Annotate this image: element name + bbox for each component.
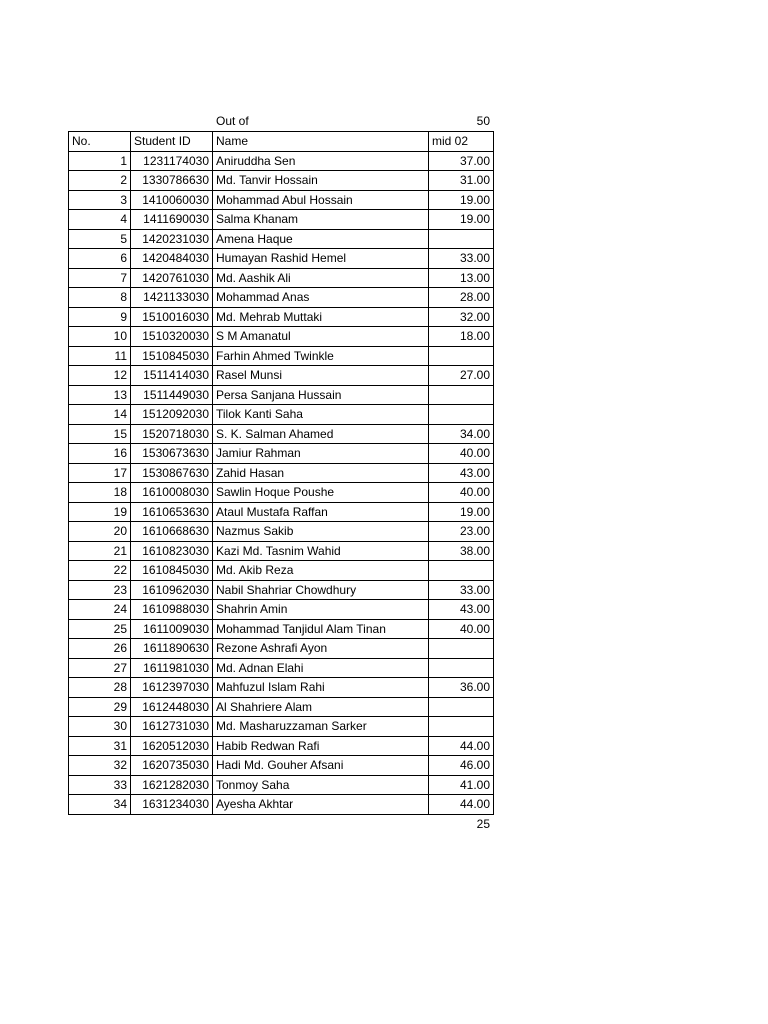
cell-mid: 38.00 [429,541,494,561]
out-of-value: 50 [476,114,490,128]
col-header-no: No. [69,132,131,152]
table-body [69,151,494,814]
cell-no: 34 [69,795,131,815]
table-row [69,522,494,542]
cell-name: Shahrin Amin [213,600,429,620]
cell-no: 22 [69,561,131,581]
cell-no: 20 [69,522,131,542]
cell-student-id: 1612448030 [131,697,213,717]
cell-name: Mohammad Anas [213,288,429,308]
table-row [69,249,494,269]
header-row [69,132,494,152]
cell-name: S M Amanatul [213,327,429,347]
cell-mid: 19.00 [429,502,494,522]
cell-name: Tilok Kanti Saha [213,405,429,425]
cell-name: Aniruddha Sen [213,151,429,171]
cell-mid: 41.00 [429,775,494,795]
cell-mid: 37.00 [429,151,494,171]
table-row [69,619,494,639]
table-row [69,502,494,522]
cell-no: 5 [69,229,131,249]
cell-no: 14 [69,405,131,425]
cell-no: 9 [69,307,131,327]
col-header-name: Name [213,132,429,152]
cell-student-id: 1621282030 [131,775,213,795]
table-row [69,678,494,698]
cell-name: Mahfuzul Islam Rahi [213,678,429,698]
cell-mid: 40.00 [429,444,494,464]
cell-mid: 33.00 [429,580,494,600]
cell-mid: 19.00 [429,210,494,230]
cell-no: 7 [69,268,131,288]
table-row [69,658,494,678]
cell-mid: 44.00 [429,736,494,756]
cell-mid: 23.00 [429,522,494,542]
cell-mid [429,385,494,405]
cell-student-id: 1420231030 [131,229,213,249]
cell-student-id: 1530867630 [131,463,213,483]
cell-mid [429,717,494,737]
cell-no: 29 [69,697,131,717]
cell-mid [429,229,494,249]
cell-mid: 27.00 [429,366,494,386]
cell-student-id: 1411690030 [131,210,213,230]
cell-no: 13 [69,385,131,405]
table-row [69,717,494,737]
cell-name: Salma Khanam [213,210,429,230]
cell-name: Md. Tanvir Hossain [213,171,429,191]
cell-no: 11 [69,346,131,366]
cell-mid: 40.00 [429,619,494,639]
cell-student-id: 1510320030 [131,327,213,347]
cell-no: 2 [69,171,131,191]
mid-count: 25 [476,816,490,831]
marks-table [68,131,494,815]
cell-no: 10 [69,327,131,347]
cell-name: S. K. Salman Ahamed [213,424,429,444]
table-row [69,327,494,347]
cell-no: 33 [69,775,131,795]
cell-no: 23 [69,580,131,600]
cell-name: Mohammad Tanjidul Alam Tinan [213,619,429,639]
table-row [69,483,494,503]
cell-mid: 46.00 [429,756,494,776]
col-header-student-id: Student ID [131,132,213,152]
cell-no: 26 [69,639,131,659]
cell-mid: 44.00 [429,795,494,815]
cell-mid [429,346,494,366]
cell-mid: 19.00 [429,190,494,210]
cell-no: 16 [69,444,131,464]
table-row [69,795,494,815]
cell-student-id: 1631234030 [131,795,213,815]
cell-no: 27 [69,658,131,678]
table-row [69,424,494,444]
cell-mid: 13.00 [429,268,494,288]
cell-name: Md. Akib Reza [213,561,429,581]
cell-name: Md. Adnan Elahi [213,658,429,678]
spreadsheet [68,111,493,835]
cell-mid [429,658,494,678]
cell-student-id: 1620512030 [131,736,213,756]
table-row [69,580,494,600]
cell-student-id: 1610962030 [131,580,213,600]
cell-no: 18 [69,483,131,503]
table-row [69,268,494,288]
cell-name: Md. Aashik Ali [213,268,429,288]
table-row [69,229,494,249]
cell-no: 15 [69,424,131,444]
table-row [69,561,494,581]
cell-student-id: 1610668630 [131,522,213,542]
cell-student-id: 1610008030 [131,483,213,503]
cell-name: Nabil Shahriar Chowdhury [213,580,429,600]
cell-no: 24 [69,600,131,620]
cell-student-id: 1512092030 [131,405,213,425]
cell-student-id: 1620735030 [131,756,213,776]
cell-name: Rezone Ashrafi Ayon [213,639,429,659]
cell-mid [429,561,494,581]
cell-name: Tonmoy Saha [213,775,429,795]
cell-mid: 40.00 [429,483,494,503]
cell-name: Habib Redwan Rafi [213,736,429,756]
cell-mid [429,697,494,717]
cell-name: Zahid Hasan [213,463,429,483]
table-row [69,151,494,171]
cell-student-id: 1610988030 [131,600,213,620]
col-header-mid: mid 02 [429,132,494,152]
table-row [69,697,494,717]
cell-no: 4 [69,210,131,230]
cell-name: Rasel Munsi [213,366,429,386]
cell-no: 31 [69,736,131,756]
cell-student-id: 1530673630 [131,444,213,464]
table-row [69,171,494,191]
table-row [69,736,494,756]
cell-mid [429,405,494,425]
cell-student-id: 1612731030 [131,717,213,737]
table-row [69,775,494,795]
cell-no: 6 [69,249,131,269]
table-row [69,463,494,483]
cell-no: 28 [69,678,131,698]
cell-no: 12 [69,366,131,386]
cell-mid: 31.00 [429,171,494,191]
cell-mid: 34.00 [429,424,494,444]
table-row [69,600,494,620]
footer-row [68,815,493,835]
cell-student-id: 1420761030 [131,268,213,288]
cell-student-id: 1610653630 [131,502,213,522]
cell-name: Ataul Mustafa Raffan [213,502,429,522]
table-row [69,385,494,405]
table-row [69,366,494,386]
cell-mid [429,639,494,659]
cell-student-id: 1510016030 [131,307,213,327]
cell-student-id: 1610845030 [131,561,213,581]
cell-name: Farhin Ahmed Twinkle [213,346,429,366]
cell-student-id: 1611890630 [131,639,213,659]
table-row [69,307,494,327]
cell-student-id: 1511449030 [131,385,213,405]
cell-mid: 43.00 [429,600,494,620]
cell-name: Sawlin Hoque Poushe [213,483,429,503]
cell-mid: 32.00 [429,307,494,327]
cell-no: 8 [69,288,131,308]
cell-name: Md. Mehrab Muttaki [213,307,429,327]
cell-name: Amena Haque [213,229,429,249]
cell-student-id: 1612397030 [131,678,213,698]
cell-student-id: 1410060030 [131,190,213,210]
cell-name: Mohammad Abul Hossain [213,190,429,210]
cell-no: 1 [69,151,131,171]
cell-name: Persa Sanjana Hussain [213,385,429,405]
cell-student-id: 1421133030 [131,288,213,308]
cell-name: Hadi Md. Gouher Afsani [213,756,429,776]
out-of-label: Out of [216,114,249,128]
cell-no: 21 [69,541,131,561]
cell-no: 30 [69,717,131,737]
table-row [69,756,494,776]
cell-mid: 43.00 [429,463,494,483]
cell-mid: 28.00 [429,288,494,308]
cell-student-id: 1330786630 [131,171,213,191]
cell-no: 32 [69,756,131,776]
cell-name: Humayan Rashid Hemel [213,249,429,269]
cell-mid: 18.00 [429,327,494,347]
table-row [69,541,494,561]
table-row [69,346,494,366]
cell-student-id: 1420484030 [131,249,213,269]
out-of-row [68,111,493,131]
table-row [69,190,494,210]
cell-no: 3 [69,190,131,210]
cell-student-id: 1611981030 [131,658,213,678]
cell-no: 17 [69,463,131,483]
cell-student-id: 1511414030 [131,366,213,386]
cell-name: Nazmus Sakib [213,522,429,542]
table-row [69,639,494,659]
cell-student-id: 1510845030 [131,346,213,366]
table-row [69,444,494,464]
table-row [69,210,494,230]
table-row [69,405,494,425]
cell-no: 19 [69,502,131,522]
cell-name: Kazi Md. Tasnim Wahid [213,541,429,561]
cell-student-id: 1610823030 [131,541,213,561]
cell-student-id: 1611009030 [131,619,213,639]
cell-mid: 33.00 [429,249,494,269]
cell-no: 25 [69,619,131,639]
table-row [69,288,494,308]
cell-student-id: 1520718030 [131,424,213,444]
cell-name: Ayesha Akhtar [213,795,429,815]
cell-name: Jamiur Rahman [213,444,429,464]
cell-student-id: 1231174030 [131,151,213,171]
cell-name: Al Shahriere Alam [213,697,429,717]
cell-mid: 36.00 [429,678,494,698]
cell-name: Md. Masharuzzaman Sarker [213,717,429,737]
